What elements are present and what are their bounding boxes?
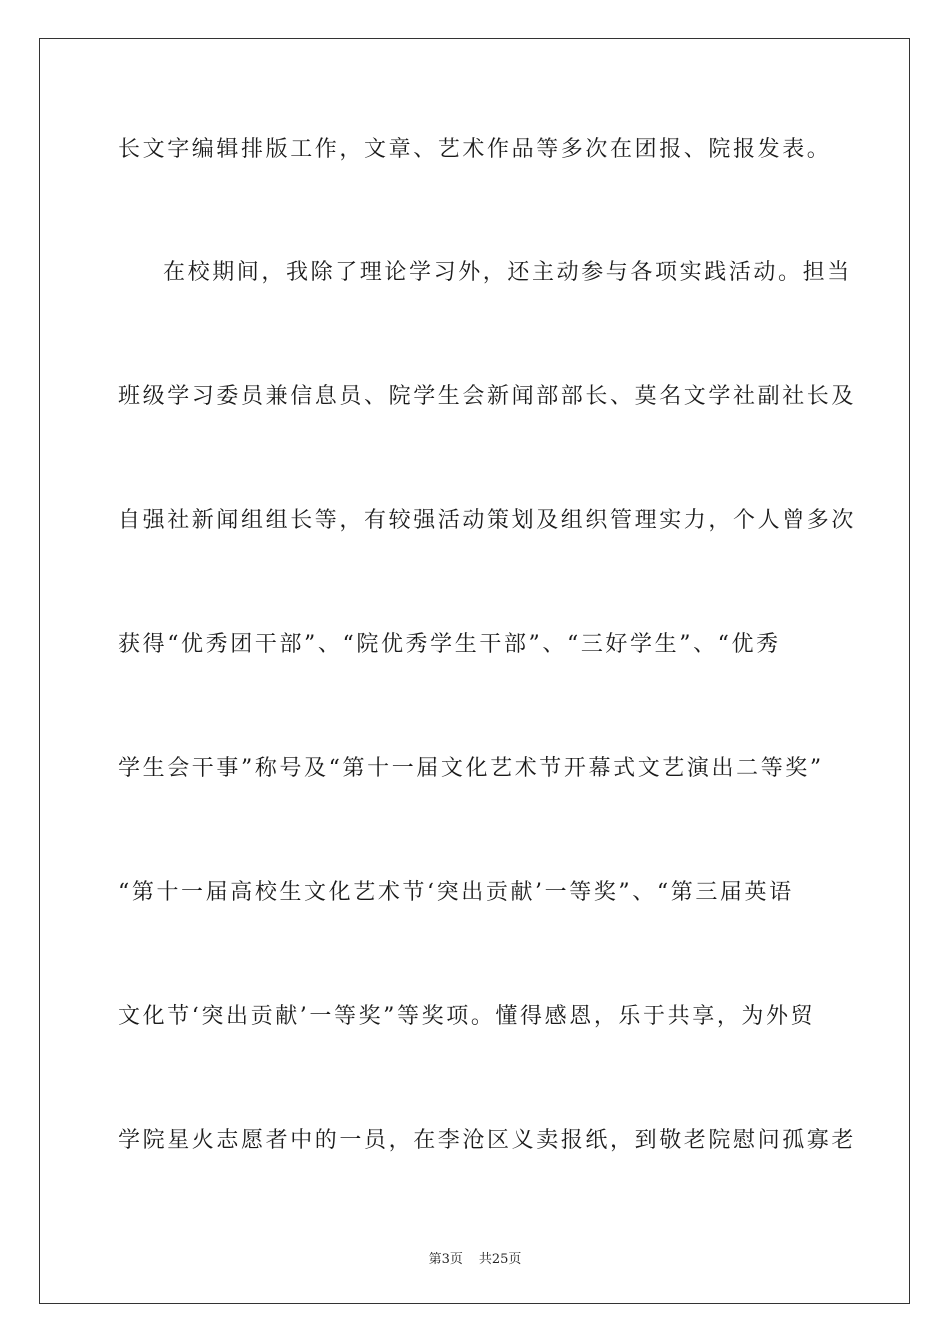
page-number: 第3页	[428, 1252, 463, 1267]
page-border	[39, 38, 910, 1304]
text-line-7: “第十一届高校生文化艺术节‘突出贡献’一等奖”、“第三届英语	[118, 880, 794, 905]
text-line-1: 长文字编辑排版工作，文章、艺术作品等多次在团报、院报发表。	[118, 137, 832, 162]
page-total: 共25页	[478, 1252, 522, 1267]
text-line-2: 在校期间，我除了理论学习外，还主动参与各项实践活动。担当	[163, 260, 852, 285]
text-line-5: 获得“优秀团干部”、“院优秀学生干部”、“三好学生”、“优秀	[118, 632, 781, 657]
page-footer	[0, 1248, 950, 1267]
text-line-4: 自强社新闻组组长等，有较强活动策划及组织管理实力，个人曾多次	[118, 508, 857, 533]
text-line-6: 学生会干事”称号及“第十一届文化艺术节开幕式文艺演出二等奖”	[118, 756, 824, 781]
text-line-8: 文化节‘突出贡献’一等奖”等奖项。懂得感恩，乐于共享，为外贸	[118, 1004, 816, 1029]
text-line-3: 班级学习委员兼信息员、院学生会新闻部部长、莫名文学社副社长及	[118, 384, 857, 409]
text-line-9: 学院星火志愿者中的一员，在李沧区义卖报纸，到敬老院慰问孤寡老	[118, 1128, 857, 1153]
